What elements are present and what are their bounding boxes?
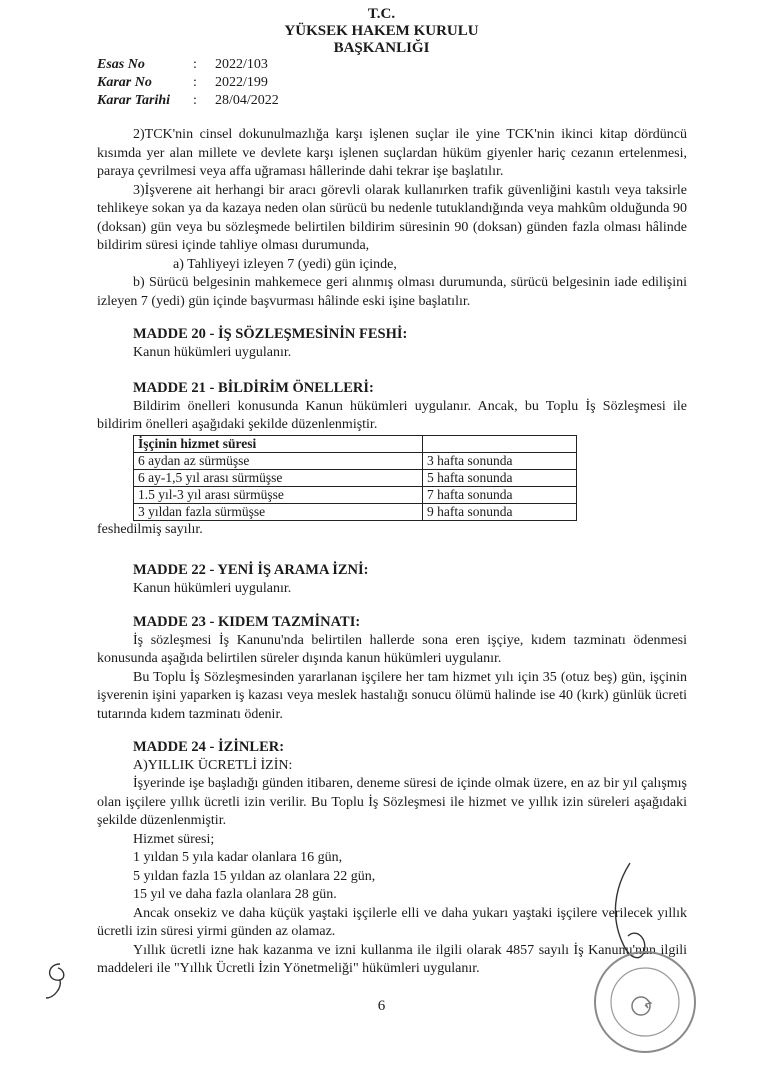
article-23-paragraph-1: İş sözleşmesi İş Kanunu'nda belirtilen hallerde sona eren işçiye, kıdem tazminatı ödenmesi konusunda aşağıda belirtilen süreler dışında kanun hükümleri uygulanır. bbox=[97, 632, 687, 666]
article-22-text: Kanun hükümleri uygulanır. bbox=[133, 580, 292, 596]
paragraph-tck-2: 2)TCK'nin cinsel dokunulmazlığa karşı işlenen suçlar ile yine TCK'nin ikinci kitap dördüncü kısımda yer alan millete ve devlete karşı işlenen suçlardan hüküm giyenler hariç cezanın ertelenmesi, paraya çevrilmesi veya affa uğraması hâllerinde dahi tekrar işe başlatılır. bbox=[97, 127, 687, 179]
meta-row-esas bbox=[97, 56, 279, 74]
case-meta bbox=[97, 56, 279, 110]
meta-key: Esas No bbox=[97, 57, 145, 72]
service-list-title: Hizmet süresi; bbox=[133, 831, 215, 847]
article-23 bbox=[97, 613, 687, 724]
table-cell-service: 1.5 yıl-3 yıl arası sürmüşse bbox=[134, 486, 423, 503]
article-20-text: Kanun hükümleri uygulanır. bbox=[133, 344, 292, 360]
table-row bbox=[134, 503, 577, 520]
table-row bbox=[134, 486, 577, 503]
article-24 bbox=[97, 738, 687, 979]
meta-colon: : bbox=[193, 93, 197, 108]
article-24-title: MADDE 24 - İZİNLER: bbox=[133, 739, 285, 755]
table-row bbox=[134, 452, 577, 469]
meta-colon: : bbox=[193, 57, 197, 72]
article-22-title: MADDE 22 - YENİ İŞ ARAMA İZNİ: bbox=[133, 562, 369, 578]
paragraph-tck-3: 3)İşverene ait herhangi bir aracı görevli olarak kullanırken trafik güvenliğini kastılı veya taksirle tehlikeye sokan ya da kazaya neden olan sürücü bu nedenle tutuklandığında veya mahkûm olduğunda 90 (doksan) gün veya bu sözleşmede belirtilen bildirim süresinin 90 (doksan) günden fazla olması hâlinde bildirim süresi içinde tahliye olması durumunda, bbox=[97, 182, 687, 253]
meta-value: 28/04/2022 bbox=[215, 93, 279, 108]
article-24-paragraph-2: Ancak onsekiz ve daha küçük yaştaki işçilerle elli ve daha yukarı yaştaki işçilere verilecek yıllık ücretli izin süresi yirmi günden az olamaz. bbox=[97, 905, 687, 939]
article-23-title: MADDE 23 - KIDEM TAZMİNATI: bbox=[133, 614, 361, 630]
meta-value: 2022/199 bbox=[215, 75, 268, 90]
article-23-paragraph-2: Bu Toplu İş Sözleşmesinden yararlanan işçilere her tam hizmet yılı için 35 (otuz beş) gün, işçinin işverenin işini yaparken iş kazası veya meslek hastalığı sonucu ölümü halinde ise 40 (kırk) günlük ücreti tutarında kıdem tazminatı ödenir. bbox=[97, 669, 687, 722]
article-20-title: MADDE 20 - İŞ SÖZLEŞMESİNİN FESHİ: bbox=[133, 326, 408, 342]
article-22 bbox=[97, 561, 687, 598]
meta-row-karar bbox=[97, 74, 279, 92]
list-item-a: a) Tahliyeyi izleyen 7 (yedi) gün içinde, bbox=[173, 256, 397, 272]
service-list-item: 15 yıl ve daha fazla olanlara 28 gün. bbox=[133, 887, 337, 902]
table-header-empty bbox=[423, 435, 577, 452]
service-list-item: 5 yıldan fazla 15 yıldan az olanlara 22 gün, bbox=[133, 868, 376, 884]
meta-value: 2022/103 bbox=[215, 57, 268, 72]
header-institution: YÜKSEK HAKEM KURULU bbox=[284, 23, 479, 39]
header-tc: T.C. bbox=[367, 6, 396, 22]
article-21 bbox=[97, 379, 687, 539]
table-cell-notice: 3 hafta sonunda bbox=[423, 452, 577, 469]
table-cell-notice: 7 hafta sonunda bbox=[423, 486, 577, 503]
table-header-row bbox=[134, 435, 577, 452]
page-number: 6 bbox=[377, 998, 386, 1014]
article-21-title: MADDE 21 - BİLDİRİM ÖNELLERİ: bbox=[133, 380, 374, 396]
table-cell-service: 6 ay-1,5 yıl arası sürmüşse bbox=[134, 469, 423, 486]
table-cell-notice: 5 hafta sonunda bbox=[423, 469, 577, 486]
article-21-text: Bildirim önelleri konusunda Kanun hükümleri uygulanır. Ancak, bu Toplu İş Sözleşmesi ile bildirim önelleri aşağıdaki şekilde düzenlenmiştir. bbox=[97, 398, 687, 432]
body-section-1 bbox=[97, 126, 687, 311]
article-24-subtitle: A)YILLIK ÜCRETLİ İZİN: bbox=[133, 757, 293, 773]
notice-period-table bbox=[133, 435, 577, 521]
article-21-after: feshedilmiş sayılır. bbox=[97, 521, 203, 537]
table-cell-notice: 9 hafta sonunda bbox=[423, 503, 577, 520]
meta-row-tarih bbox=[97, 92, 279, 110]
article-24-paragraph-1: İşyerinde işe başladığı günden itibaren, deneme süresi de içinde olmak üzere, en az bir yıl çalışmış olan işçilere yıllık ücretli izin verilir. Bu Toplu İş Sözleşmesi ile hizmet ve yıllık izin süreleri aşağıdaki şekilde düzenlenmiştir. bbox=[97, 776, 687, 828]
article-24-paragraph-3: Yıllık ücretli izne hak kazanma ve izni kullanma ile ilgili olarak 4857 sayılı İş Kanunu'nun ilgili maddeleri ile "Yıllık Ücretli İzin Yönetmeliği" hükümleri uygulanır. bbox=[97, 942, 687, 976]
table-header-cell: İşçinin hizmet süresi bbox=[134, 435, 423, 452]
table-cell-service: 6 aydan az sürmüşse bbox=[134, 452, 423, 469]
article-20 bbox=[97, 325, 687, 362]
list-item-b: b) Sürücü belgesinin mahkemece geri alınmış olması durumunda, sürücü belgesinin iade edilişini izleyen 7 (yedi) gün içinde başvurması hâlinde eski işine başlatılır. bbox=[97, 275, 687, 309]
table-row bbox=[134, 469, 577, 486]
table-cell-service: 3 yıldan fazla sürmüşse bbox=[134, 503, 423, 520]
meta-colon: : bbox=[193, 75, 197, 90]
meta-key: Karar No bbox=[97, 75, 152, 90]
service-list-item: 1 yıldan 5 yıla kadar olanlara 16 gün, bbox=[133, 850, 343, 865]
meta-key: Karar Tarihi bbox=[97, 93, 171, 108]
header-presidency: BAŞKANLIĞI bbox=[333, 40, 430, 56]
